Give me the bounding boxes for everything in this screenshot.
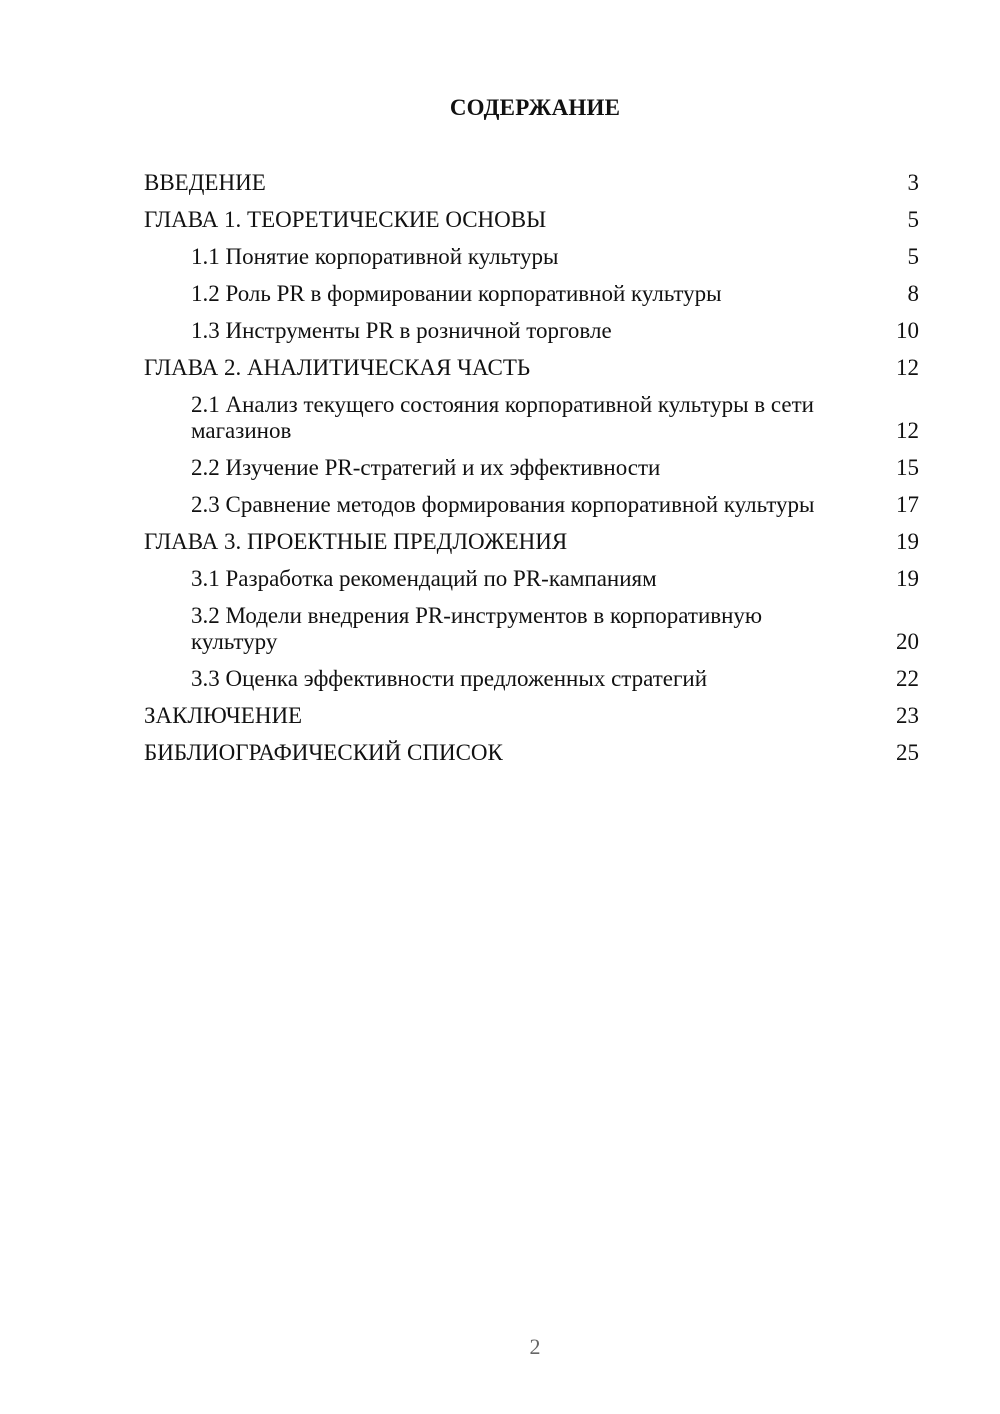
toc-entry-page: 19: [896, 566, 919, 591]
toc-entry-introduction[interactable]: [144, 170, 919, 196]
toc-entry-label: 1.3 Инструменты PR в розничной торговле: [191, 318, 612, 343]
toc-entry-section-1-2[interactable]: [144, 281, 919, 307]
page-title: СОДЕРЖАНИЕ: [449, 95, 621, 120]
toc-entry-label: ВВЕДЕНИЕ: [144, 170, 266, 195]
toc-entry-label: 2.3 Сравнение методов формирования корпоративной культуры: [191, 492, 815, 517]
toc-entry-label: 3.2 Модели внедрения PR-инструментов в корпоративную культуру: [191, 603, 763, 654]
toc-entry-label: ГЛАВА 3. ПРОЕКТНЫЕ ПРЕДЛОЖЕНИЯ: [144, 529, 568, 554]
toc-entry-page: 12: [896, 418, 919, 443]
toc-entry-page: 10: [896, 318, 919, 343]
toc-entry-conclusion[interactable]: [144, 703, 919, 729]
toc-entry-page: 23: [896, 703, 919, 728]
toc-entry-page: 15: [896, 455, 919, 480]
toc-entry-section-1-1[interactable]: [144, 244, 919, 270]
toc-entry-section-2-3[interactable]: [144, 492, 919, 518]
toc-entry-label: 3.3 Оценка эффективности предложенных стратегий: [191, 666, 708, 691]
toc-entry-section-3-1[interactable]: [144, 566, 919, 592]
toc-entry-section-2-1[interactable]: [144, 392, 919, 444]
toc-entry-label: ЗАКЛЮЧЕНИЕ: [144, 703, 303, 728]
toc-entry-label: 1.2 Роль PR в формировании корпоративной культуры: [191, 281, 722, 306]
toc-entry-chapter-2[interactable]: [144, 355, 919, 381]
toc-entry-label: 3.1 Разработка рекомендаций по PR-кампаниям: [191, 566, 657, 591]
toc-entry-page: 8: [907, 281, 919, 306]
toc-entry-label: БИБЛИОГРАФИЧЕСКИЙ СПИСОК: [144, 740, 503, 765]
toc-entry-page: 22: [896, 666, 919, 691]
toc-entry-chapter-1[interactable]: [144, 207, 919, 233]
toc-entry-label: ГЛАВА 1. ТЕОРЕТИЧЕСКИЕ ОСНОВЫ: [144, 207, 547, 232]
toc-entry-page: 12: [896, 355, 919, 380]
toc-entry-section-3-2[interactable]: [144, 603, 919, 655]
toc-entry-label: ГЛАВА 2. АНАЛИТИЧЕСКАЯ ЧАСТЬ: [144, 355, 531, 380]
toc-entry-page: 3: [907, 170, 919, 195]
toc-entry-label: 2.1 Анализ текущего состояния корпоративной культуры в сети магазинов: [191, 392, 814, 443]
toc-entry-section-1-3[interactable]: [144, 318, 919, 344]
toc-entry-bibliography[interactable]: [144, 740, 919, 766]
toc-entry-page: 19: [896, 529, 919, 554]
toc-entry-page: 5: [907, 207, 919, 232]
toc-entry-section-2-2[interactable]: [144, 455, 919, 481]
toc-entry-page: 25: [896, 740, 919, 765]
table-of-contents: [144, 170, 919, 777]
toc-entry-label: 1.1 Понятие корпоративной культуры: [191, 244, 559, 269]
toc-entry-page: 5: [907, 244, 919, 269]
toc-entry-chapter-3[interactable]: [144, 529, 919, 555]
page-number: 2: [529, 1334, 541, 1359]
toc-entry-page: 20: [896, 629, 919, 654]
toc-entry-label: 2.2 Изучение PR-стратегий и их эффективности: [191, 455, 661, 480]
toc-entry-page: 17: [896, 492, 919, 517]
toc-entry-section-3-3[interactable]: [144, 666, 919, 692]
